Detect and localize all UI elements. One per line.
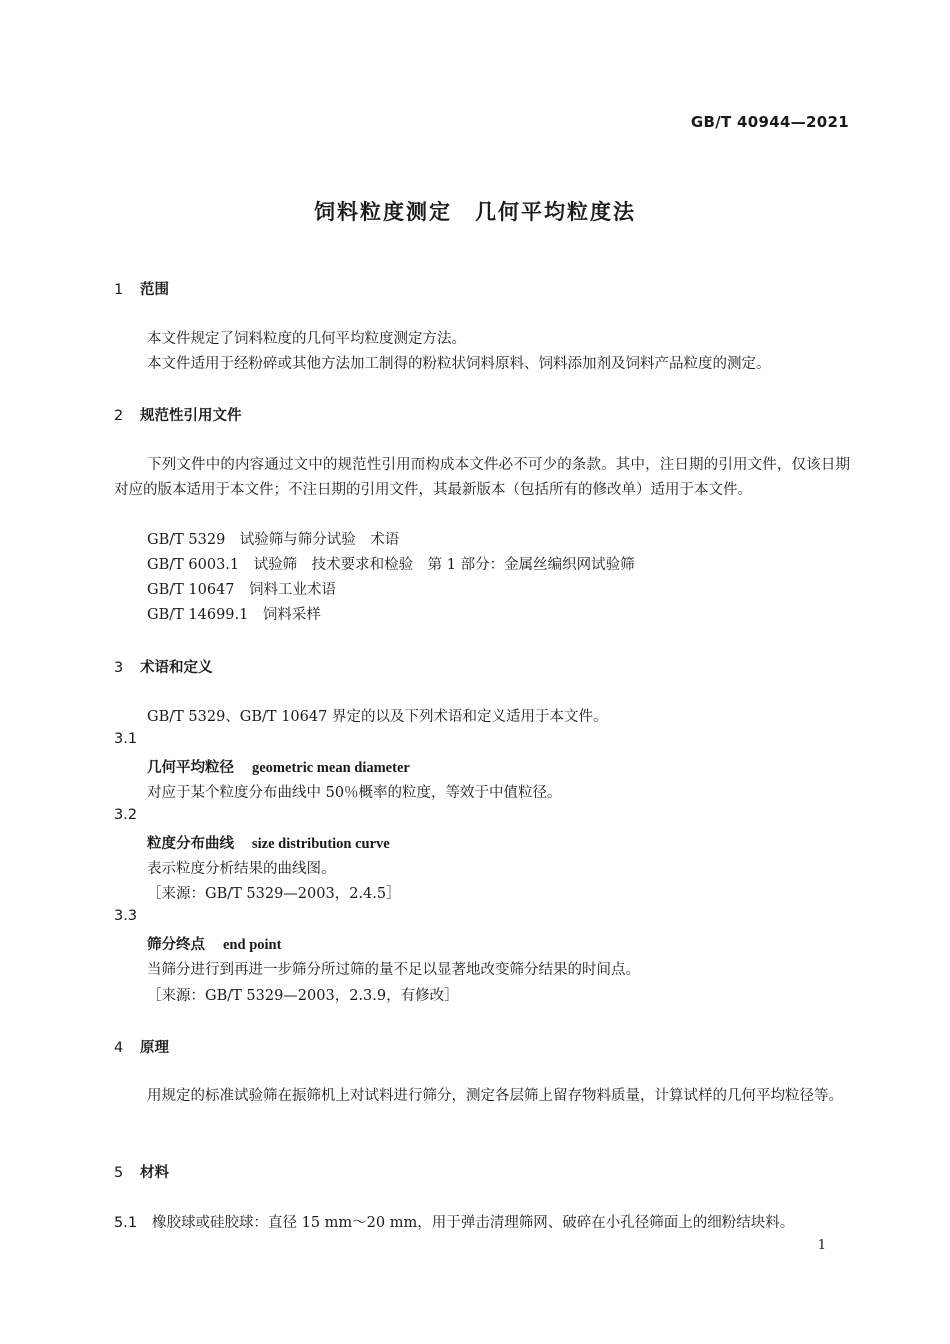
term-definition: 当筛分进行到再进一步筛分所过筛的量不足以显著地改变筛分结果的时间点。 xyxy=(147,962,640,978)
term-entry-geometric-mean-diameter xyxy=(147,756,410,777)
paragraph-text: 下列文件中的内容通过文中的规范性引用而构成本文件必不可少的条款。其中，注日期的引用文件，仅该日期对应的版本适用于本文件；不注日期的引用文件，其最新版本（包括所有的修改单）适用于本文件。 xyxy=(114,457,850,498)
section-title: 规范性引用文件 xyxy=(140,408,242,424)
document-title: 饲料粒度测定 几何平均粒度法 xyxy=(314,200,636,224)
paragraph-text: 本文件适用于经粉碎或其他方法加工制得的粉粒状饲料原料、饲料添加剂及饲料产品粒度的测定。 xyxy=(147,356,771,372)
term-entry-size-distribution-curve xyxy=(147,832,390,853)
section-title: 原理 xyxy=(140,1040,169,1056)
clause-text: 橡胶球或硅胶球：直径 15 mm～20 mm，用于弹击清理筛网、破碎在小孔径筛面上的细粉结块料。 xyxy=(152,1215,795,1231)
term-number: 3.3 xyxy=(114,908,138,924)
normative-references-intro xyxy=(114,453,850,503)
reference-item: GB/T 6003.1 试验筛 技术要求和检验 第 1 部分：金属丝编织网试验筛 xyxy=(147,557,635,573)
reference-item: GB/T 5329 试验筛与筛分试验 术语 xyxy=(147,532,400,548)
term-chinese: 几何平均粒径 xyxy=(147,760,234,776)
section-heading-materials xyxy=(114,1161,169,1182)
term-definition: 表示粒度分析结果的曲线图。 xyxy=(147,861,336,877)
section-number: 4 xyxy=(114,1040,124,1056)
section-heading-terms xyxy=(114,656,213,677)
paragraph-text: 本文件规定了饲料粒度的几何平均粒度测定方法。 xyxy=(147,331,466,347)
principle-paragraph xyxy=(114,1084,850,1109)
reference-item: GB/T 10647 饲料工业术语 xyxy=(147,582,337,598)
term-number: 3.1 xyxy=(114,731,138,747)
section-title: 范围 xyxy=(140,282,169,298)
section-heading-principle xyxy=(114,1036,169,1057)
term-english: end point xyxy=(223,937,282,953)
page-number: 1 xyxy=(817,1238,826,1253)
section-heading-normative-references xyxy=(114,404,242,425)
section-heading-scope xyxy=(114,278,169,299)
section-number: 2 xyxy=(114,408,124,424)
standard-number: GB/T 40944—2021 xyxy=(690,113,849,131)
reference-item: GB/T 14699.1 饲料采样 xyxy=(147,607,321,623)
section-title: 术语和定义 xyxy=(140,660,213,676)
section-number: 3 xyxy=(114,660,124,676)
term-english: size distribution curve xyxy=(252,836,390,852)
term-chinese: 粒度分布曲线 xyxy=(147,836,234,852)
term-definition: 对应于某个粒度分布曲线中 50％概率的粒度，等效于中值粒径。 xyxy=(147,785,562,801)
scope-paragraph-1 xyxy=(114,327,850,352)
term-number: 3.2 xyxy=(114,807,138,823)
section-number: 5 xyxy=(114,1165,124,1181)
section-title: 材料 xyxy=(140,1165,169,1181)
term-source: ［来源：GB/T 5329—2003，2.4.5］ xyxy=(147,886,401,902)
term-english: geometric mean diameter xyxy=(252,760,410,776)
clause-number: 5.1 xyxy=(114,1215,138,1231)
term-source: ［来源：GB/T 5329—2003，2.3.9，有修改］ xyxy=(147,988,459,1004)
term-entry-end-point xyxy=(147,933,281,954)
section-number: 1 xyxy=(114,282,124,298)
materials-clause-5-1 xyxy=(114,1211,794,1232)
paragraph-text: 用规定的标准试验筛在振筛机上对试料进行筛分，测定各层筛上留存物料质量，计算试样的几何平均粒径等。 xyxy=(147,1088,843,1104)
term-chinese: 筛分终点 xyxy=(147,937,205,953)
scope-paragraph-2 xyxy=(114,352,850,377)
terms-intro: GB/T 5329、GB/T 10647 界定的以及下列术语和定义适用于本文件。 xyxy=(147,709,608,725)
